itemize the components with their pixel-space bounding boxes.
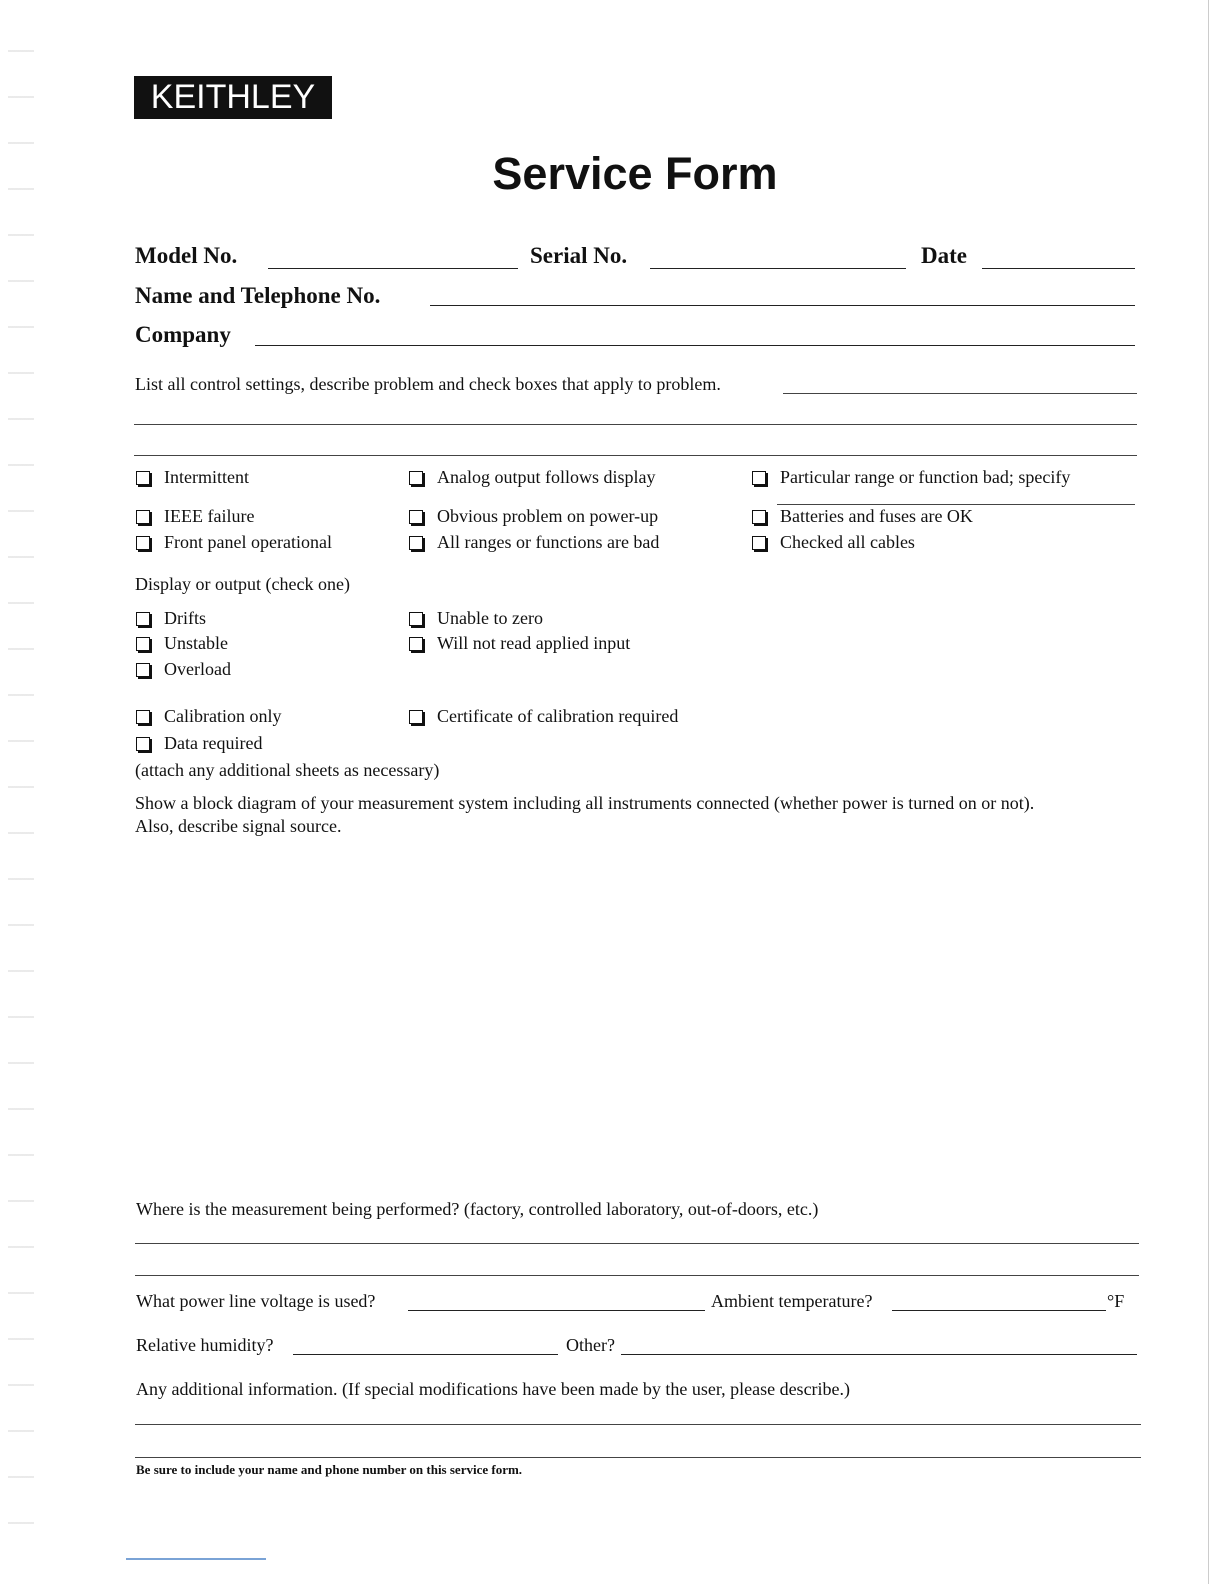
checkbox-square[interactable] <box>136 612 150 626</box>
specify-line[interactable] <box>777 504 1135 505</box>
checkbox-square[interactable] <box>136 510 150 524</box>
checkbox-calibration-only[interactable] <box>136 706 281 727</box>
checkbox-intermittent[interactable] <box>136 467 249 488</box>
checkbox-all-ranges-bad[interactable] <box>409 532 659 553</box>
checkbox-analog-output[interactable] <box>409 467 656 488</box>
checkbox-square[interactable] <box>136 536 150 550</box>
checkbox-label: Particular range or function bad; specify <box>780 467 1071 487</box>
additional-info-question: Any additional information. (If special modifications have been made by the user, please describe.) <box>136 1379 851 1399</box>
block-diagram-area[interactable] <box>134 845 1138 1185</box>
display-heading: Display or output (check one) <box>135 574 350 594</box>
signal-source-instruction: Also, describe signal source. <box>135 816 342 836</box>
where-line-1[interactable] <box>135 1243 1139 1244</box>
humidity-field[interactable] <box>293 1354 558 1355</box>
checkbox-label: Obvious problem on power-up <box>437 506 659 526</box>
checkbox-ieee-failure[interactable] <box>136 506 254 527</box>
model-label: Model No. <box>135 243 238 268</box>
additional-line-1[interactable] <box>135 1424 1141 1425</box>
checkbox-certificate[interactable] <box>409 706 678 727</box>
checkbox-label: Analog output follows display <box>437 467 656 487</box>
company-label: Company <box>135 322 231 347</box>
checkbox-label: All ranges or functions are bad <box>437 532 660 552</box>
where-question: Where is the measurement being performed? (factory, controlled laboratory, out-of-doors, etc.) <box>136 1199 819 1219</box>
company-field[interactable] <box>255 345 1135 346</box>
checkbox-will-not-read[interactable] <box>409 633 630 654</box>
checkbox-batteries-fuses[interactable] <box>752 506 973 527</box>
page-title: Service Form <box>492 148 778 199</box>
checkbox-square[interactable] <box>409 471 423 485</box>
checkbox-square[interactable] <box>136 710 150 724</box>
scan-artifact-line <box>126 1558 266 1560</box>
checkbox-front-panel[interactable] <box>136 532 332 553</box>
where-line-2[interactable] <box>135 1275 1139 1276</box>
checkbox-label: Overload <box>164 659 231 679</box>
checkbox-label: Checked all cables <box>780 532 915 552</box>
checkbox-label: Will not read applied input <box>437 633 631 653</box>
checkbox-label: Certificate of calibration required <box>437 706 679 726</box>
checkbox-unstable[interactable] <box>136 633 228 654</box>
date-field[interactable] <box>982 268 1135 269</box>
problem-line-2[interactable] <box>134 424 1137 425</box>
checkbox-label: Drifts <box>164 608 206 628</box>
attach-note: (attach any additional sheets as necessary) <box>135 760 440 780</box>
checkbox-checked-cables[interactable] <box>752 532 915 553</box>
additional-line-2[interactable] <box>135 1457 1141 1458</box>
checkbox-label: Batteries and fuses are OK <box>780 506 973 526</box>
problem-line-3[interactable] <box>134 455 1137 456</box>
serial-field[interactable] <box>650 268 906 269</box>
checkbox-square[interactable] <box>136 637 150 651</box>
humidity-question: Relative humidity? <box>136 1335 274 1355</box>
checkbox-label: Unable to zero <box>437 608 543 628</box>
checkbox-square[interactable] <box>136 471 150 485</box>
checkbox-overload[interactable] <box>136 659 231 680</box>
checkbox-square[interactable] <box>409 637 423 651</box>
checkbox-square[interactable] <box>409 536 423 550</box>
checkbox-particular-range[interactable] <box>752 467 1070 488</box>
other-label: Other? <box>566 1335 615 1355</box>
serial-label: Serial No. <box>530 243 628 268</box>
checkbox-square[interactable] <box>752 536 766 550</box>
footer-note: Be sure to include your name and phone number on this service form. <box>136 1462 523 1477</box>
ambient-field[interactable] <box>892 1310 1106 1311</box>
other-field[interactable] <box>621 1354 1137 1355</box>
checkbox-square[interactable] <box>752 510 766 524</box>
checkbox-label: Front panel operational <box>164 532 332 552</box>
page-edge <box>1208 0 1209 1584</box>
checkbox-square[interactable] <box>752 471 766 485</box>
date-label: Date <box>921 243 967 268</box>
name-phone-field[interactable] <box>430 305 1135 306</box>
checkbox-square[interactable] <box>136 663 150 677</box>
power-question: What power line voltage is used? <box>136 1291 376 1311</box>
checkbox-label: Data required <box>164 733 263 753</box>
checkbox-label: Unstable <box>164 633 228 653</box>
model-field[interactable] <box>268 268 518 269</box>
temp-unit: °F <box>1107 1291 1125 1311</box>
checkbox-drifts[interactable] <box>136 608 206 629</box>
problem-line-1[interactable] <box>783 393 1137 394</box>
checkbox-power-up[interactable] <box>409 506 658 527</box>
checkbox-square[interactable] <box>136 737 150 751</box>
checkbox-data-required[interactable] <box>136 733 262 754</box>
power-field[interactable] <box>408 1310 705 1311</box>
checkbox-square[interactable] <box>409 612 423 626</box>
block-diagram-instruction: Show a block diagram of your measurement system including all instruments connected (whether power is turned on or not). <box>135 793 1035 813</box>
checkbox-square[interactable] <box>409 710 423 724</box>
checkbox-unable-zero[interactable] <box>409 608 543 629</box>
checkbox-label: IEEE failure <box>164 506 255 526</box>
checkbox-label: Calibration only <box>164 706 282 726</box>
checkbox-square[interactable] <box>409 510 423 524</box>
instructions-text: List all control settings, describe problem and check boxes that apply to problem. <box>135 374 721 394</box>
name-phone-label: Name and Telephone No. <box>135 283 381 308</box>
checkbox-label: Intermittent <box>164 467 249 487</box>
scan-margin-marks <box>8 30 34 1530</box>
keithley-logo: KEITHLEY <box>134 76 332 119</box>
ambient-question: Ambient temperature? <box>711 1291 873 1311</box>
